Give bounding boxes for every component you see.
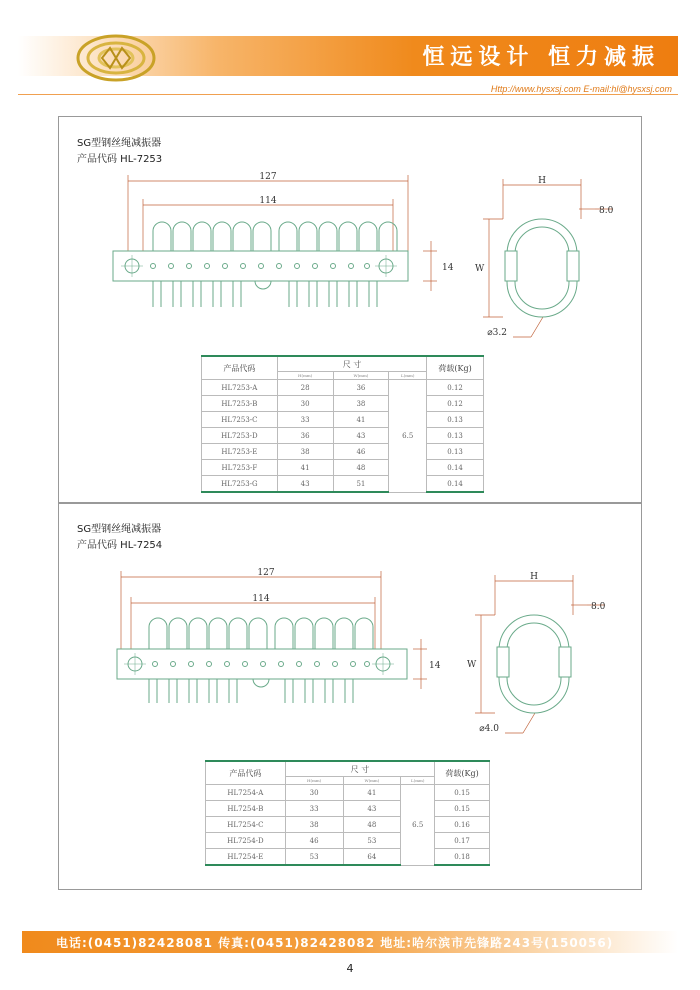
dim-w: W: [475, 264, 485, 274]
cell-w: 41: [333, 412, 389, 428]
cell-w: 48: [343, 817, 401, 833]
dim-h: H: [538, 176, 546, 186]
cell-h: 36: [277, 428, 333, 444]
cell-h: 28: [277, 380, 333, 396]
cell-h: 30: [277, 396, 333, 412]
cell-w: 38: [333, 396, 389, 412]
cell-load: 0.15: [435, 785, 490, 801]
header-rule: [18, 94, 678, 95]
header-slogan: 恒远设计 恒力减振: [422, 45, 660, 70]
cell-w: 46: [333, 444, 389, 460]
cell-load: 0.15: [435, 801, 490, 817]
product-panel-hl7253: [58, 116, 642, 504]
cell-code: HL7254-E: [206, 849, 286, 866]
product-code: 产品代码 HL-7253: [77, 154, 163, 165]
cell-code: HL7253-B: [202, 396, 278, 412]
table-header-code: 产品代码: [202, 356, 278, 380]
cell-h: 41: [277, 460, 333, 476]
cell-w: 53: [343, 833, 401, 849]
dim-clip: 8.0: [599, 206, 614, 216]
header-contact[interactable]: Http://www.hysxsj.com E-mail:hl@hysxsj.com: [490, 84, 672, 94]
cell-h: 38: [277, 444, 333, 460]
company-logo: [76, 34, 156, 82]
cell-code: HL7253-D: [202, 428, 278, 444]
isolator-side-view: [455, 565, 625, 735]
cell-h: 33: [277, 412, 333, 428]
cell-load: 0.16: [435, 817, 490, 833]
cell-code: HL7253-A: [202, 380, 278, 396]
table-subheader-l: L(mm): [401, 777, 435, 785]
spec-table-hl7254: [205, 760, 490, 866]
cell-code: HL7253-E: [202, 444, 278, 460]
cell-w: 64: [343, 849, 401, 866]
table-row: [206, 801, 490, 817]
cell-h: 30: [285, 785, 343, 801]
cell-load: 0.14: [427, 476, 484, 493]
table-subheader-w: W(mm): [343, 777, 401, 785]
product-title: SG型钢丝绳减振器: [77, 524, 162, 535]
dim-span: 114: [259, 196, 277, 206]
dim-clip: 8.0: [591, 602, 606, 612]
cell-code: HL7253-F: [202, 460, 278, 476]
cell-code: HL7254-B: [206, 801, 286, 817]
cell-w: 48: [333, 460, 389, 476]
table-header-size: 尺 寸: [277, 356, 426, 372]
table-row: [206, 833, 490, 849]
product-panel-hl7254: [58, 502, 642, 890]
table-subheader-l: L(mm): [389, 372, 427, 380]
cell-h: 53: [285, 849, 343, 866]
dim-height: 14: [429, 661, 441, 671]
cell-h: 33: [285, 801, 343, 817]
cell-code: HL7254-C: [206, 817, 286, 833]
cell-load: 0.17: [435, 833, 490, 849]
cell-w: 36: [333, 380, 389, 396]
footer-contact: 电话:(0451)82428081 传真:(0451)82428082 地址:哈尔滨市先锋路243号(150056): [56, 936, 614, 950]
table-header-load: 荷载(Kg): [435, 761, 490, 785]
cell-load: 0.14: [427, 460, 484, 476]
table-subheader-w: W(mm): [333, 372, 389, 380]
cell-code: HL7254-A: [206, 785, 286, 801]
dim-span: 114: [252, 594, 270, 604]
cell-h: 38: [285, 817, 343, 833]
isolator-front-view: [103, 169, 463, 309]
dim-overall: 127: [259, 172, 277, 182]
cell-code: HL7253-C: [202, 412, 278, 428]
cell-w: 41: [343, 785, 401, 801]
table-row: [202, 476, 484, 493]
cell-load: 0.12: [427, 396, 484, 412]
isolator-front-view: [111, 565, 471, 705]
isolator-side-view: [463, 169, 633, 339]
cell-load: 0.13: [427, 444, 484, 460]
table-header-code: 产品代码: [206, 761, 286, 785]
table-row: [202, 396, 484, 412]
dim-overall: 127: [257, 568, 275, 578]
cell-load: 0.18: [435, 849, 490, 866]
cell-code: HL7253-G: [202, 476, 278, 493]
table-header-load: 荷载(Kg): [427, 356, 484, 380]
table-subheader-h: H(mm): [277, 372, 333, 380]
dim-w: W: [467, 660, 477, 670]
table-row: [202, 412, 484, 428]
product-code: 产品代码 HL-7254: [77, 540, 163, 551]
table-row: [206, 849, 490, 866]
cell-load: 0.13: [427, 412, 484, 428]
table-row: [206, 817, 490, 833]
page-number: 4: [346, 962, 354, 975]
cell-code: HL7254-D: [206, 833, 286, 849]
spec-table-hl7253: [201, 355, 484, 493]
product-title: SG型钢丝绳减振器: [77, 138, 162, 149]
cell-h: 46: [285, 833, 343, 849]
cell-load: 0.12: [427, 380, 484, 396]
dim-h: H: [530, 572, 538, 582]
cell-w: 43: [333, 428, 389, 444]
dim-wire: ⌀3.2: [487, 328, 507, 338]
cell-h: 43: [277, 476, 333, 493]
table-row: [202, 460, 484, 476]
table-row: [206, 785, 490, 801]
cell-w: 51: [333, 476, 389, 493]
table-header-size: 尺 寸: [285, 761, 434, 777]
table-row: [202, 428, 484, 444]
dim-height: 14: [442, 263, 454, 273]
table-row: [202, 380, 484, 396]
table-subheader-h: H(mm): [285, 777, 343, 785]
cell-l: 6.5: [389, 380, 427, 493]
dim-wire: ⌀4.0: [479, 724, 499, 734]
table-row: [202, 444, 484, 460]
cell-w: 43: [343, 801, 401, 817]
cell-load: 0.13: [427, 428, 484, 444]
cell-l: 6.5: [401, 785, 435, 866]
